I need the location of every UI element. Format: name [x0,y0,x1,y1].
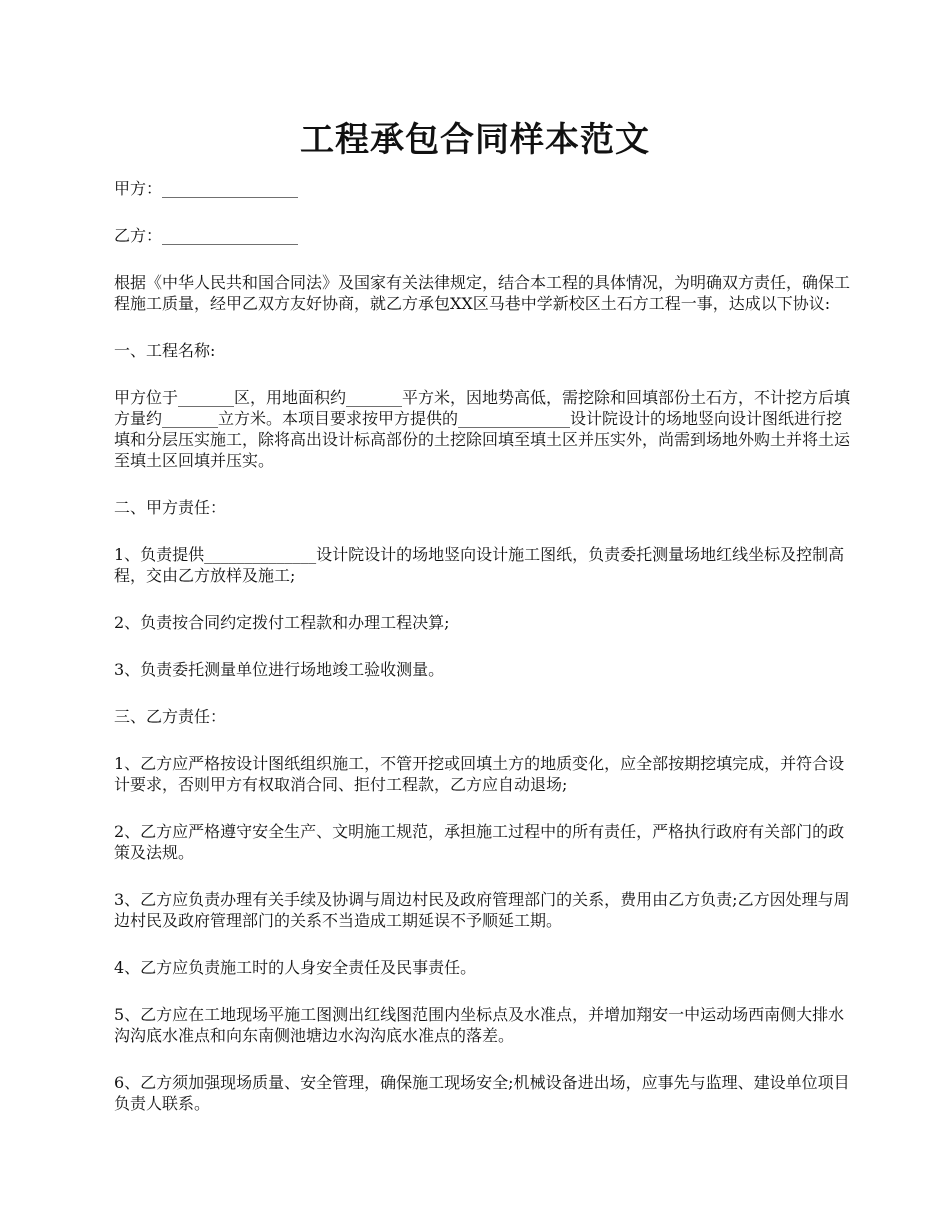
party-b-line: 乙方：_________________ [114,226,299,245]
intro-paragraph: 根据《中华人民共和国合同法》及国家有关法律规定，结合本工程的具体情况，为明确双方责任，确保工程施工质量，经甲乙双方友好协商，就乙方承包XX区马巷中学新校区土石方工程一事，达成以下协议: [114,273,851,313]
section-3-item: 3、乙方应负责办理有关手续及协调与周边村民及政府管理部门的关系，费用由乙方负责;乙方因处理与周边村民及政府管理部门的关系不当造成工期延误不予顺延工期。 [114,890,850,930]
section-2-heading: 二、甲方责任： [114,498,227,517]
party-a-line: 甲方：_________________ [114,179,299,198]
document-title: 工程承包合同样本范文 [300,120,650,160]
section-2-item: 2、负责按合同约定拨付工程款和办理工程决算; [114,613,450,632]
section-2-item: 3、负责委托测量单位进行场地竣工验收测量。 [114,660,445,679]
section-1-heading: 一、工程名称: [114,341,216,360]
section-3-item: 2、乙方应严格遵守安全生产、文明施工规范，承担施工过程中的所有责任，严格执行政府有关部门的政策及法规。 [114,822,845,862]
section-2-item: 1、负责提供______________设计院设计的场地竖向设计施工图纸，负责委托测量场地红线坐标及控制高程，交由乙方放样及施工; [114,545,845,585]
document-body [114,178,854,1114]
section-3-item: 5、乙方应在工地现场平施工图测出红线图范围内坐标点及水准点，并增加翔安一中运动场西南侧大排水沟沟底水准点和向东南侧池塘边水沟沟底水准点的落差。 [114,1005,845,1045]
section-3-item: 4、乙方应负责施工时的人身安全责任及民事责任。 [114,958,477,977]
section-3-item: 6、乙方须加强现场质量、安全管理，确保施工现场安全;机械设备进出场，应事先与监理、建设单位项目负责人联系。 [114,1073,850,1113]
section-1-body: 甲方位于_______区，用地面积约_______平方米，因地势高低，需挖除和回填部份土石方，不计挖方后填方量约_______立方米。本项目要求按甲方提供的______________设计院设计的场地竖向设计图纸进行挖填和分层压实施工，除将高出设计标高部份的土挖除回填至填土区并压实外，尚需到场地外购土并将土运至填土区回填并压实。 [114,388,851,470]
section-3-heading: 三、乙方责任： [114,707,227,726]
section-3-item: 1、乙方应严格按设计图纸组织施工，不管开挖或回填土方的地质变化，应全部按期挖填完成，并符合设计要求，否则甲方有权取消合同、拒付工程款，乙方应自动退场; [114,754,845,794]
